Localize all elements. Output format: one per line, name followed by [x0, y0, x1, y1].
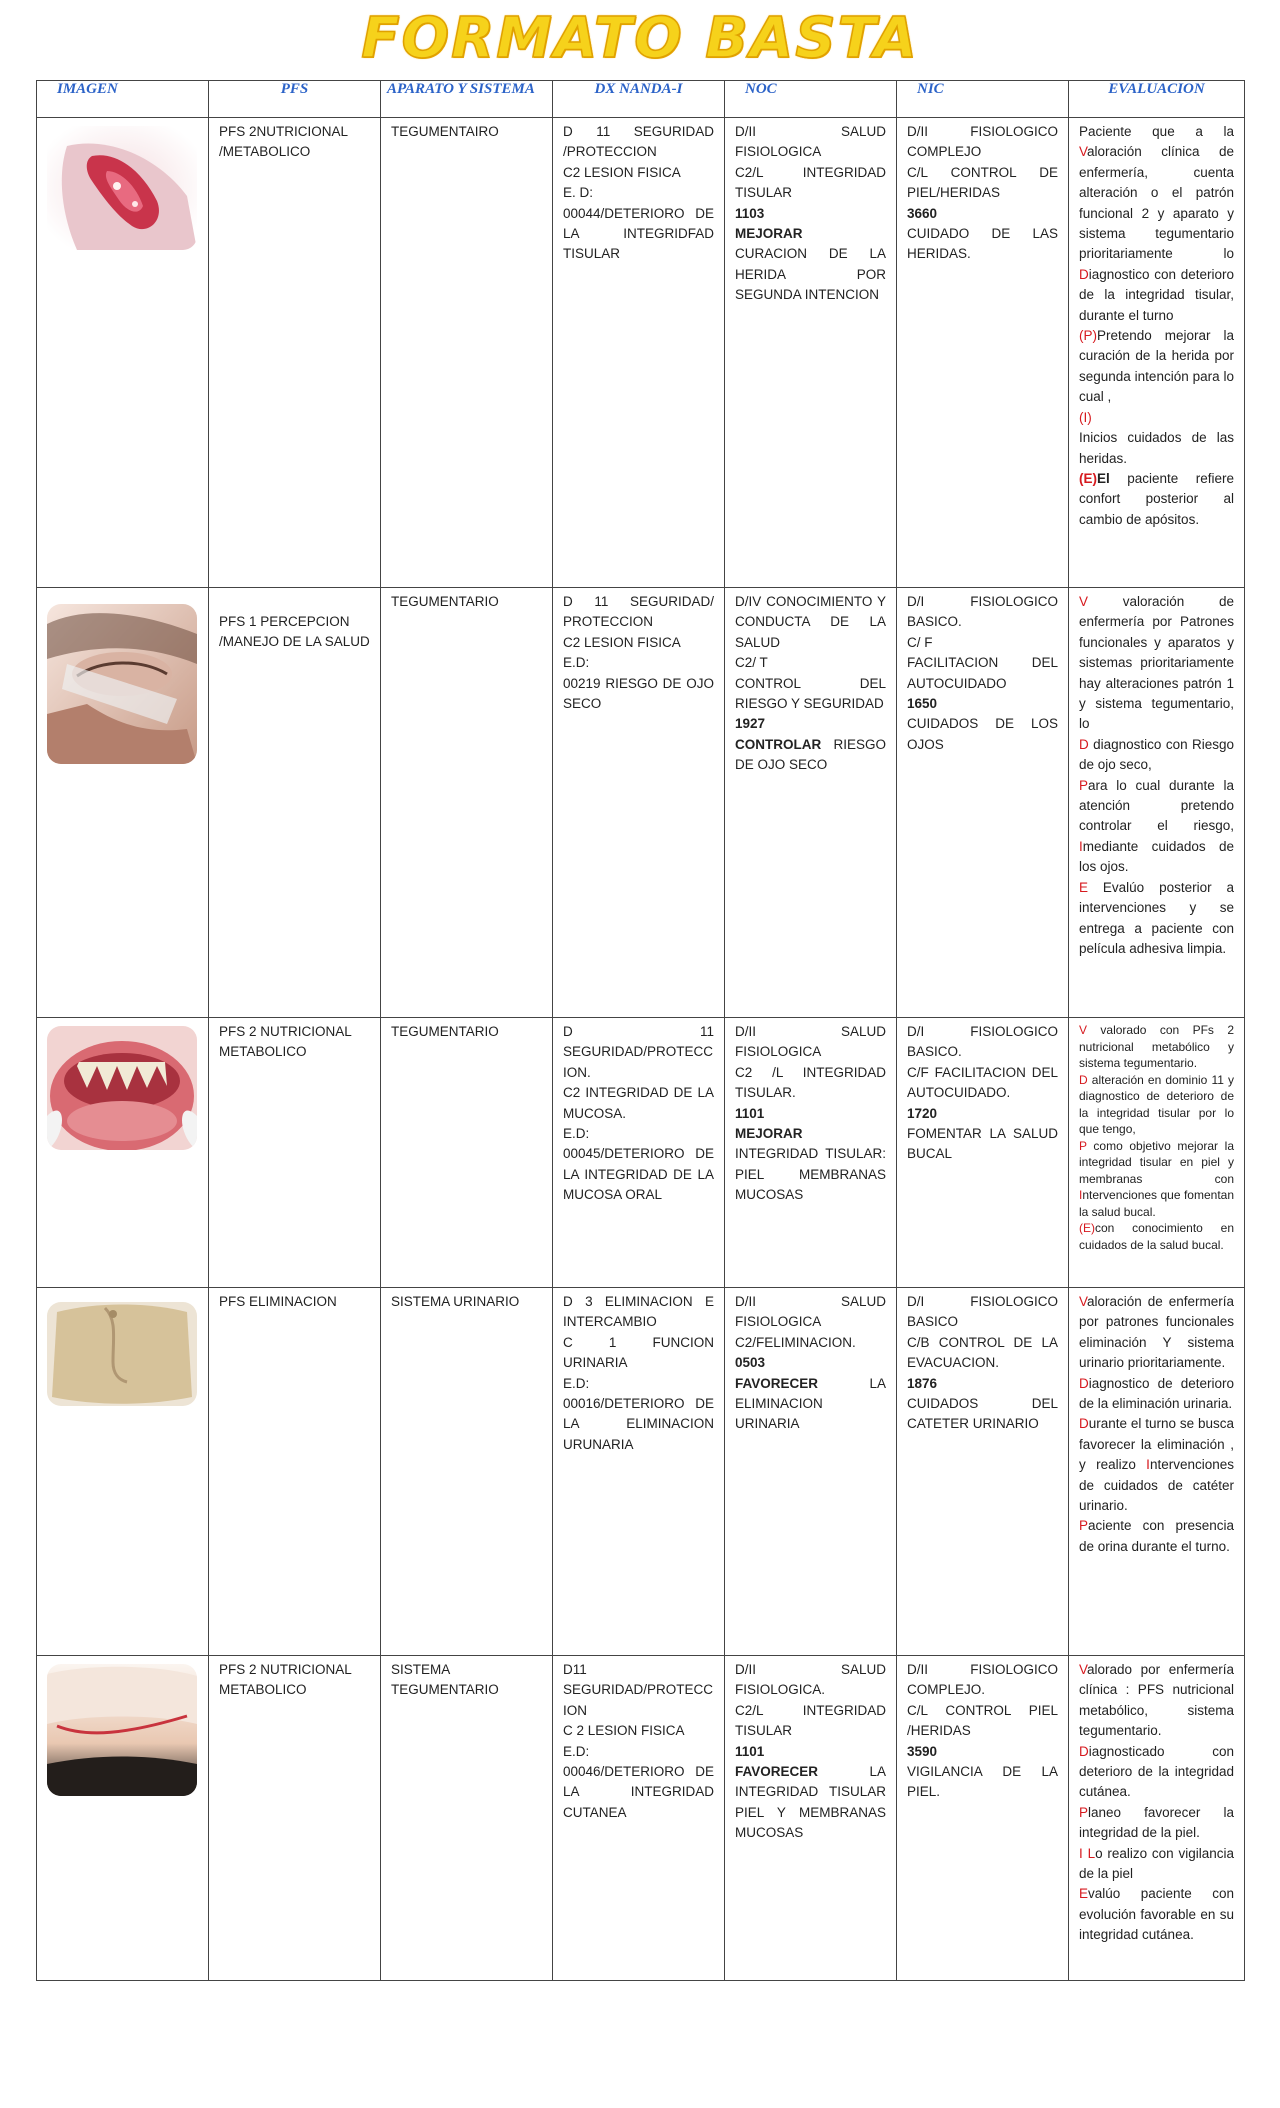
eval-text: urante el turno se busca favorecer la eliminación , y realizo [1079, 1416, 1234, 1473]
noc-line: D/II SALUD FISIOLOGICA [735, 1024, 886, 1060]
table-row [37, 1018, 1245, 1288]
eval-letter-i: I [1079, 1845, 1083, 1861]
eval-text: diagnostico con Riesgo de ojo seco, [1079, 736, 1234, 773]
noc-cell [725, 1018, 897, 1288]
nic-code: 3660 [907, 205, 938, 221]
dx-line: E. D: [563, 185, 594, 201]
eval-text: valúo paciente con evolución favorable en su integridad cutánea. [1079, 1886, 1234, 1943]
dx-cell [553, 588, 725, 1018]
eval-text: Pretendo mejorar la curación de la herida por segunda intención para lo cual , [1079, 328, 1234, 405]
eval-letter-p: P [1079, 777, 1089, 793]
aparato-cell: SISTEMA TEGUMENTARIO [381, 1656, 553, 1981]
noc-line: C2 /L INTEGRIDAD TISULAR. [735, 1064, 886, 1101]
eval-letter-d: D [1079, 1416, 1089, 1432]
eval-letter-e: (E) [1079, 1221, 1095, 1235]
noc-verb: MEJORAR [735, 226, 803, 242]
dx-line: 00044/DETERIORO DE LA INTEGRIDFAD TISULAR [563, 205, 714, 262]
dx-line: 00016/DETERIORO DE LA ELIMINACION URUNARIA [563, 1396, 714, 1452]
evaluacion-cell [1069, 1018, 1245, 1288]
nic-line: C/F FACILITACION DEL AUTOCUIDADO. [907, 1064, 1058, 1101]
dx-line: D 11 SEGURIDAD/PROTECC ION. [563, 1024, 714, 1080]
eval-text: alteración en dominio 11 y diagnostico de deterioro de la integridad tisular por lo que tengo, [1079, 1072, 1234, 1136]
eval-text: iagnostico de deterioro de la eliminación urinaria. [1079, 1375, 1234, 1412]
nic-cell [897, 588, 1069, 1018]
col-header-pfs: PFS [209, 81, 381, 118]
image-cell [37, 1656, 209, 1981]
nic-line: FOMENTAR LA SALUD BUCAL [907, 1126, 1058, 1162]
eval-letter-v: V [1079, 594, 1089, 609]
wound-photo [47, 126, 197, 250]
nic-cell [897, 1288, 1069, 1656]
image-cell [37, 118, 209, 588]
dx-cell [553, 1288, 725, 1656]
document-title: FORMATO BASTA [361, 6, 919, 71]
eval-letter-i: I [1079, 838, 1083, 854]
noc-line: D/II SALUD FISIOLOGICA. [735, 1662, 886, 1698]
eval-letter-v: V [1079, 1023, 1088, 1037]
eval-letter-d: D [1079, 266, 1089, 282]
eye-photo [47, 604, 197, 764]
table-row [37, 118, 1245, 588]
nic-line: C/ F [907, 634, 933, 650]
incision-photo [47, 1664, 197, 1796]
aparato-cell: TEGUMENTARIO [381, 588, 553, 1018]
noc-code: 1927 [735, 716, 766, 732]
dx-line: 00045/DETERIORO DE LA INTEGRIDAD DE LA MUCOSA ORAL [563, 1146, 714, 1203]
nic-line: D/I FISIOLOGICO BASICO. [907, 1024, 1058, 1060]
dx-line: E.D: [563, 655, 590, 671]
pfs-cell: PFS 2 NUTRICIONAL METABOLICO [209, 1018, 381, 1288]
nic-line: CUIDADOS DE LOS OJOS [907, 716, 1058, 752]
eval-text: aloración clínica de enfermería, cuenta alteración o el patrón funcional 2 y aparato y sistema tegumentario prioritariamente lo [1079, 144, 1234, 262]
noc-verb: FAVORECER [735, 1764, 819, 1780]
noc-line: CONTROL DEL RIESGO Y SEGURIDAD [735, 675, 886, 712]
nic-line: CUIDADOS DEL CATETER URINARIO [907, 1396, 1058, 1432]
dx-line: D 3 ELIMINACION E INTERCAMBIO [563, 1294, 714, 1330]
nic-line: D/I FISIOLOGICO BASICO [907, 1294, 1058, 1330]
evaluacion-cell [1069, 118, 1245, 588]
pfs-cell: PFS ELIMINACION [209, 1288, 381, 1656]
dx-cell [553, 1656, 725, 1981]
noc-verb: FAVORECER [735, 1375, 819, 1391]
nic-line: C/L CONTROL PIEL /HERIDAS [907, 1702, 1058, 1739]
nic-code: 1650 [907, 696, 938, 712]
catheter-photo [47, 1302, 197, 1406]
eval-letter-p: P [1079, 1804, 1089, 1820]
col-header-aparato: APARATO Y SISTEMA [381, 81, 553, 118]
eval-letter-v: V [1079, 1294, 1088, 1309]
eval-letter-i: (I) [1079, 409, 1092, 425]
col-header-nic: NIC [897, 81, 1069, 118]
nic-cell [897, 1656, 1069, 1981]
eval-text: ara lo cual durante la atención pretendo controlar el riesgo, [1079, 777, 1234, 834]
nic-line: C/B CONTROL DE LA EVACUACION. [907, 1334, 1058, 1371]
nic-line: D/I FISIOLOGICO BASICO. [907, 594, 1058, 630]
eval-letter-p: P [1079, 1138, 1087, 1153]
image-cell [37, 588, 209, 1018]
header-row [37, 81, 1245, 118]
eval-text: mediante cuidados de los ojos. [1079, 838, 1234, 875]
pfs-cell [209, 588, 381, 1018]
eval-text: Evalúo posterior a intervenciones y se entrega a paciente con película adhesiva limpia. [1079, 879, 1234, 956]
eval-letter-p: (P) [1079, 328, 1097, 344]
eval-letter-i: I [1146, 1457, 1150, 1473]
eval-letter-v: V [1079, 144, 1088, 160]
eval-text: paciente refiere confort posterior al cambio de apósitos. [1079, 470, 1234, 527]
eval-text: Paciente que a la [1079, 124, 1234, 139]
aparato-cell: TEGUMENTARIO [381, 1018, 553, 1288]
eval-text: laneo favorecer la integridad de la piel. [1079, 1804, 1234, 1841]
eval-text: ntervenciones de cuidados de catéter urinario. [1079, 1457, 1234, 1514]
evaluacion-cell [1069, 1288, 1245, 1656]
eval-text: o realizo con vigilancia de la piel [1079, 1845, 1234, 1882]
noc-line: LA INTEGRIDAD TISULAR PIEL Y MEMBRANAS MUCOSAS [735, 1764, 886, 1841]
noc-line: D/II SALUD FISIOLOGICA [735, 124, 886, 160]
nic-code: 3590 [907, 1743, 938, 1759]
noc-cell [725, 1288, 897, 1656]
noc-line: C2/L INTEGRIDAD TISULAR [735, 164, 886, 201]
nic-line: VIGILANCIA DE LA PIEL. [907, 1764, 1058, 1800]
eval-text: como objetivo mejorar la integridad tisular en piel y membranas con [1079, 1138, 1234, 1186]
eval-letter-e: E [1079, 1886, 1089, 1902]
evaluacion-cell [1069, 1656, 1245, 1981]
nic-code: 1720 [907, 1105, 938, 1121]
nic-line: C/L CONTROL DE PIEL/HERIDAS [907, 164, 1058, 201]
noc-line: INTEGRIDAD TISULAR: PIEL MEMBRANAS MUCOSAS [735, 1146, 886, 1203]
eval-text: con conocimiento en cuidados de la salud bucal. [1079, 1221, 1234, 1252]
eval-letter-p: P [1079, 1518, 1089, 1534]
noc-code: 1103 [735, 205, 765, 221]
pfs-text: PFS 1 PERCEPCION /MANEJO DE LA SALUD [219, 614, 370, 650]
eval-text: alorado por enfermería clínica : PFS nutricional metabólico, sistema tegumentario. [1079, 1662, 1234, 1739]
nic-line: CUIDADO DE LAS HERIDAS. [907, 226, 1058, 262]
dx-cell [553, 118, 725, 588]
pfs-cell: PFS 2 NUTRICIONAL METABOLICO [209, 1656, 381, 1981]
dx-line: 00219 RIESGO DE OJO SECO [563, 675, 714, 712]
eval-letter-d: D [1079, 1072, 1088, 1087]
eval-letter-l: L [1087, 1845, 1096, 1861]
noc-code: 1101 [735, 1743, 765, 1759]
aparato-cell: TEGUMENTAIRO [381, 118, 553, 588]
eval-text: aciente con presencia de orina durante el turno. [1079, 1518, 1234, 1554]
nic-cell [897, 118, 1069, 588]
col-header-dx: DX NANDA-I [553, 81, 725, 118]
mouth-photo [47, 1026, 197, 1150]
dx-line: C2 LESION FISICA [563, 634, 681, 650]
noc-line: C2/ T [735, 655, 768, 671]
nic-cell [897, 1018, 1069, 1288]
noc-line: LA ELIMINACION URINARIA [735, 1375, 886, 1432]
noc-verb: CONTROLAR [735, 736, 822, 752]
dx-cell [553, 1018, 725, 1288]
noc-line: C2/FELIMINACION. [735, 1334, 856, 1350]
dx-line: D11 SEGURIDAD/PROTECC ION [563, 1662, 714, 1718]
eval-text: valorado con PFs 2 nutricional metabólico y sistema tegumentario. [1079, 1023, 1234, 1070]
col-header-imagen: IMAGEN [37, 81, 209, 118]
eval-letter-d: D [1079, 1375, 1089, 1391]
dx-line: 00046/DETERIORO DE LA INTEGRIDAD CUTANEA [563, 1764, 714, 1820]
noc-line: D/IV CONOCIMIENTO Y CONDUCTA DE LA SALUD [735, 594, 886, 650]
eval-letter-v: V [1079, 1662, 1088, 1677]
col-header-noc: NOC [725, 81, 897, 118]
eval-text: aloración de enfermería por patrones funcionales eliminación Y sistema urinario prioritariamente. [1079, 1294, 1234, 1371]
noc-verb: MEJORAR [735, 1126, 803, 1142]
noc-cell [725, 1656, 897, 1981]
eval-text: iagnostico con deterioro de la integridad tisular, durante el turno [1079, 266, 1234, 323]
eval-letter-d: D [1079, 1743, 1089, 1759]
eval-text: iagnosticado con deterioro de la integridad cutánea. [1079, 1743, 1234, 1800]
eval-text: Inicios cuidados de las heridas. [1079, 430, 1234, 466]
nic-line: FACILITACION DEL AUTOCUIDADO [907, 655, 1058, 691]
nic-code: 1876 [907, 1375, 938, 1391]
eval-letter-d: D [1079, 736, 1089, 752]
col-header-evaluacion: EVALUACION [1069, 81, 1245, 118]
dx-line: C 2 LESION FISICA [563, 1723, 685, 1739]
aparato-cell: SISTEMA URINARIO [381, 1288, 553, 1656]
noc-code: 0503 [735, 1355, 766, 1371]
table-row [37, 1656, 1245, 1981]
noc-cell [725, 588, 897, 1018]
eval-text: El [1097, 470, 1110, 486]
noc-line: D/II SALUD FISIOLOGICA [735, 1294, 886, 1330]
dx-line: C 1 FUNCION URINARIA [563, 1334, 714, 1371]
dx-line: C2 LESION FISICA [563, 164, 681, 180]
dx-line: E.D: [563, 1375, 590, 1391]
dx-line: D 11 SEGURIDAD/ PROTECCION [563, 594, 714, 630]
table-row [37, 588, 1245, 1018]
noc-code: 1101 [735, 1105, 765, 1121]
eval-letter-e: E [1079, 879, 1089, 895]
nic-line: D/II FISIOLOGICO COMPLEJO [907, 124, 1058, 160]
nic-line: D/II FISIOLOGICO COMPLEJO. [907, 1662, 1058, 1698]
table-row [37, 1288, 1245, 1656]
dx-line: D 11 SEGURIDAD /PROTECCION [563, 124, 714, 160]
pfs-cell: PFS 2NUTRICIONAL /METABOLICO [209, 118, 381, 588]
eval-letter-i: I [1079, 1188, 1083, 1202]
image-cell [37, 1018, 209, 1288]
image-cell [37, 1288, 209, 1656]
dx-line: E.D: [563, 1126, 590, 1142]
dx-line: C2 INTEGRIDAD DE LA MUCOSA. [563, 1085, 714, 1121]
eval-text: valoración de enfermería por Patrones funcionales y aparatos y sistemas prioritariamente hay alteraciones patrón 1 y sistema tegumentario, lo [1079, 594, 1234, 732]
evaluacion-cell [1069, 588, 1245, 1018]
basta-table [36, 80, 1245, 1981]
noc-line: CURACION DE LA HERIDA POR SEGUNDA INTENCION [735, 246, 886, 303]
eval-letter-e: (E) [1079, 470, 1097, 486]
noc-cell [725, 118, 897, 588]
noc-line: RIESGO DE OJO SECO [735, 736, 886, 773]
noc-line: C2/L INTEGRIDAD TISULAR [735, 1702, 886, 1739]
dx-line: E.D: [563, 1743, 590, 1759]
eval-text: ntervenciones que fomentan la salud bucal. [1079, 1188, 1234, 1219]
